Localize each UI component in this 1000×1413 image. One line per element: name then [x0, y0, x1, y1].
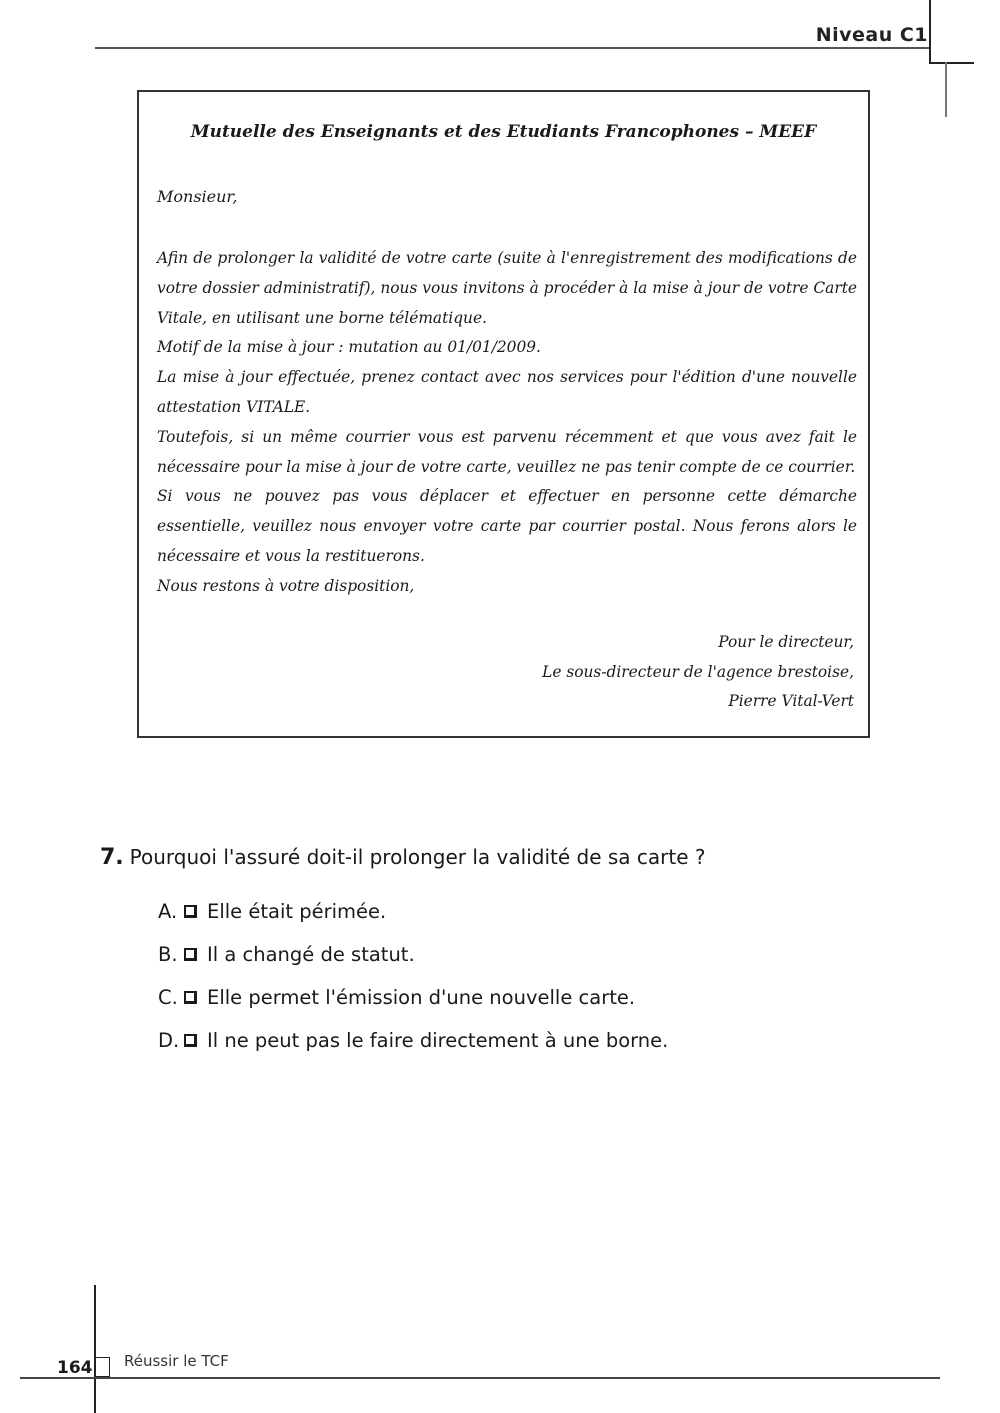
option-text: Elle était périmée.: [207, 900, 387, 923]
letter-title: Mutuelle des Enseignants et des Etudiants Francophones – MEEF: [190, 122, 817, 142]
question-number: 7.: [100, 845, 124, 870]
option-text: Il ne peut pas le faire directement à une borne.: [207, 1029, 669, 1052]
letter-paragraph: Si vous ne pouvez pas vous déplacer et effectuer en personne cette démarche essentielle, veuillez nous envoyer votre carte par courrier postal. Nous ferons alors le nécessaire et vous la restituerons.: [157, 487, 857, 565]
checkbox-icon[interactable]: [184, 1034, 197, 1047]
option-letter: B.: [158, 943, 178, 966]
checkbox-icon[interactable]: [184, 905, 197, 918]
checkbox-icon[interactable]: [184, 991, 197, 1004]
letter-paragraph: Nous restons à votre disposition,: [157, 576, 415, 595]
letter-paragraph: Afin de prolonger la validité de votre carte (suite à l'enregistrement des modifications de votre dossier administratif), nous vous invitons à procéder à la mise à jour de votre Carte Vitale, en utilisant une borne télématique.: [157, 249, 857, 327]
checkbox-icon[interactable]: [184, 948, 197, 961]
signature-line: Pour le directeur,: [718, 633, 854, 651]
option-text: Il a changé de statut.: [207, 943, 415, 966]
letter-paragraph: La mise à jour effectuée, prenez contact avec nos services pour l'édition d'une nouvelle attestation VITALE.: [157, 368, 857, 416]
page-number: 164: [57, 1358, 93, 1378]
answer-option-c[interactable]: [158, 976, 668, 1019]
level-label: Niveau C1: [815, 24, 928, 46]
book-title: Réussir le TCF: [124, 1352, 229, 1370]
question: [100, 845, 706, 870]
question-text: Pourquoi l'assuré doit-il prolonger la validité de sa carte ?: [129, 845, 706, 869]
option-letter: C.: [158, 986, 178, 1009]
footer-vertical-rule: [94, 1285, 96, 1413]
letter-paragraph: Toutefois, si un même courrier vous est parvenu récemment et que vous avez fait le nécessaire pour la mise à jour de votre carte, veuillez ne pas tenir compte de ce courrier.: [157, 427, 857, 476]
letter-box: [137, 90, 870, 738]
option-letter: D.: [158, 1029, 180, 1052]
letter-signature: [542, 628, 854, 717]
header-rule: [95, 47, 930, 49]
option-text: Elle permet l'émission d'une nouvelle carte.: [207, 986, 636, 1009]
header-corner-horizontal: [929, 62, 974, 64]
header-corner-vertical: [929, 0, 931, 64]
letter-body: [157, 244, 857, 602]
answer-option-a[interactable]: [158, 890, 668, 933]
answer-options: [158, 890, 668, 1062]
footer-rule: [20, 1377, 940, 1379]
answer-option-b[interactable]: [158, 933, 668, 976]
letter-paragraph: Motif de la mise à jour : mutation au 01/01/2009.: [157, 338, 541, 357]
signature-line: Le sous-directeur de l'agence brestoise,: [542, 662, 854, 681]
signature-line: Pierre Vital-Vert: [728, 692, 854, 710]
footer-box: [94, 1357, 110, 1377]
letter-salutation: Monsieur,: [157, 187, 238, 206]
header-corner-tail: [945, 62, 947, 117]
answer-option-d[interactable]: [158, 1019, 668, 1062]
option-letter: A.: [158, 900, 178, 923]
